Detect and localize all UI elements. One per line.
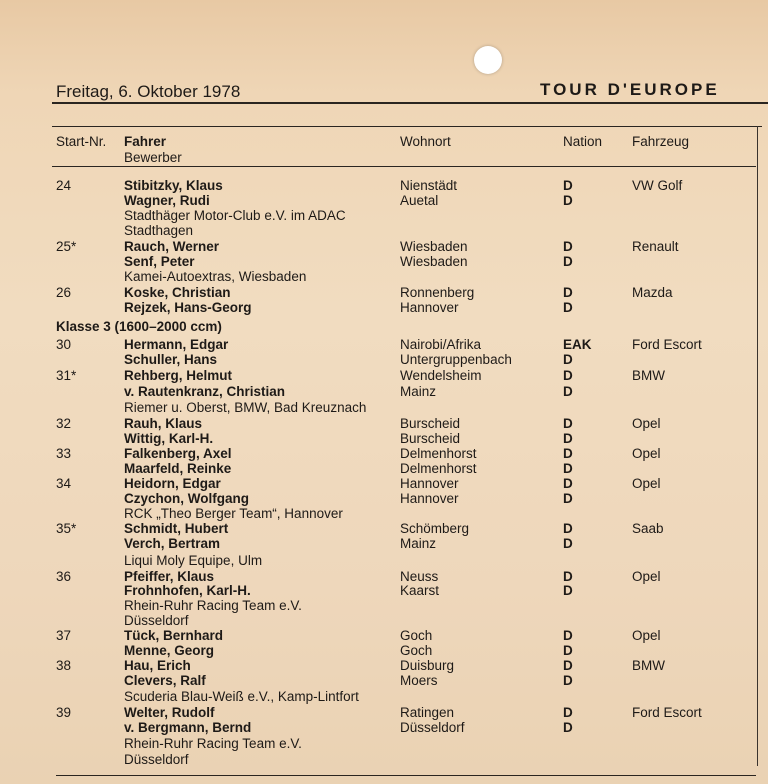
codriver-name: v. Rautenkranz, Christian	[124, 384, 286, 399]
vehicle: Saab	[632, 521, 664, 536]
page-date: Freitag, 6. Oktober 1978	[56, 82, 241, 101]
col-fahrzeug: Fahrzeug	[632, 134, 690, 149]
vehicle: Ford Escort	[632, 705, 702, 720]
driver-name: Welter, Rudolf	[124, 705, 215, 720]
residence: Ronnenberg	[400, 285, 475, 300]
start-number: 39	[56, 705, 72, 720]
vehicle: Ford Escort	[632, 337, 702, 352]
residence: Düsseldorf	[400, 720, 465, 735]
vehicle: Opel	[632, 476, 661, 491]
vehicle: BMW	[632, 368, 665, 383]
entry-row	[0, 193, 768, 208]
entrant: Kamei-Autoextras, Wiesbaden	[124, 269, 307, 284]
event-title: TOUR D'EUROPE	[540, 80, 720, 99]
vehicle: Opel	[632, 569, 661, 584]
residence: Hannover	[400, 476, 459, 491]
nation: D	[563, 446, 573, 461]
codriver-name: Czychon, Wolfgang	[124, 491, 249, 506]
residence: Moers	[400, 673, 438, 688]
start-number: 37	[56, 628, 72, 643]
nation: D	[563, 300, 573, 315]
driver-name: Rauch, Werner	[124, 239, 220, 254]
nation: D	[563, 476, 573, 491]
residence: Auetal	[400, 193, 439, 208]
entry-row	[0, 178, 768, 193]
col-start-nr: Start-Nr.	[56, 134, 107, 149]
entry-row	[0, 300, 768, 315]
nation: D	[563, 416, 573, 431]
codriver-name: Wittig, Karl-H.	[124, 431, 214, 446]
driver-name: Schmidt, Hubert	[124, 521, 229, 536]
residence: Nienstädt	[400, 178, 458, 193]
start-number: 25*	[56, 239, 77, 254]
nation: D	[563, 461, 573, 476]
entrant: Stadthagen	[124, 223, 194, 238]
driver-name: Hermann, Edgar	[124, 337, 229, 352]
residence: Hannover	[400, 491, 459, 506]
codriver-name: Verch, Bertram	[124, 536, 221, 551]
vehicle: VW Golf	[632, 178, 683, 193]
residence: Goch	[400, 628, 433, 643]
start-number: 38	[56, 658, 72, 673]
entrant: Rhein-Ruhr Racing Team e.V.	[124, 598, 302, 613]
entry-row	[0, 337, 768, 352]
entry-row	[0, 643, 768, 658]
entrant: Liqui Moly Equipe, Ulm	[124, 553, 263, 568]
residence: Wendelsheim	[400, 368, 482, 383]
col-nation: Nation	[563, 134, 603, 149]
entry-row	[0, 658, 768, 673]
nation: D	[563, 193, 573, 208]
nation: D	[563, 658, 573, 673]
start-number: 31*	[56, 368, 77, 383]
residence: Delmenhorst	[400, 461, 477, 476]
entry-row	[0, 352, 768, 367]
driver-name: Hau, Erich	[124, 658, 191, 673]
header-rule-top	[52, 102, 768, 104]
entry-row	[0, 431, 768, 446]
entrant: Düsseldorf	[124, 613, 189, 628]
start-number: 34	[56, 476, 72, 491]
residence: Wiesbaden	[400, 239, 468, 254]
driver-name: Tück, Bernhard	[124, 628, 224, 643]
driver-name: Falkenberg, Axel	[124, 446, 232, 461]
start-number: 33	[56, 446, 72, 461]
entry-row	[0, 416, 768, 431]
nation: EAK	[563, 337, 592, 352]
entry-row	[0, 446, 768, 461]
start-number: 26	[56, 285, 72, 300]
residence: Burscheid	[400, 431, 461, 446]
residence: Delmenhorst	[400, 446, 477, 461]
entry-row	[0, 569, 768, 584]
entrant: Rhein-Ruhr Racing Team e.V.	[124, 736, 302, 751]
residence: Untergruppenbach	[400, 352, 512, 367]
driver-name: Heidorn, Edgar	[124, 476, 221, 491]
nation: D	[563, 643, 573, 658]
residence: Burscheid	[400, 416, 461, 431]
nation: D	[563, 368, 573, 383]
entry-row	[0, 239, 768, 254]
vehicle: Renault	[632, 239, 679, 254]
start-number: 35*	[56, 521, 77, 536]
codriver-name: Clevers, Ralf	[124, 673, 206, 688]
codriver-name: Wagner, Rudi	[124, 193, 210, 208]
entrant: Stadthäger Motor-Club e.V. im ADAC	[124, 208, 346, 223]
driver-name: Koske, Christian	[124, 285, 231, 300]
nation: D	[563, 583, 573, 598]
nation: D	[563, 628, 573, 643]
entry-row	[0, 285, 768, 300]
entry-row	[0, 720, 768, 735]
entry-row	[0, 461, 768, 476]
codriver-name: v. Bergmann, Bernd	[124, 720, 252, 735]
entry-row	[0, 673, 768, 688]
entry-row	[0, 476, 768, 491]
entrant: Scuderia Blau-Weiß e.V., Kamp-Lintfort	[124, 689, 359, 704]
nation: D	[563, 521, 573, 536]
nation: D	[563, 569, 573, 584]
nation: D	[563, 352, 573, 367]
entrant: Düsseldorf	[124, 752, 189, 767]
residence: Neuss	[400, 569, 439, 584]
entry-row	[0, 384, 768, 399]
entry-row	[0, 254, 768, 269]
class-heading: Klasse 3 (1600–2000 ccm)	[56, 319, 222, 334]
footer-rule	[56, 775, 756, 776]
start-number: 24	[56, 178, 72, 193]
driver-name: Rauh, Klaus	[124, 416, 203, 431]
nation: D	[563, 285, 573, 300]
driver-name: Rehberg, Helmut	[124, 368, 233, 383]
residence: Mainz	[400, 384, 437, 399]
residence: Schömberg	[400, 521, 470, 536]
header-rule-second	[52, 126, 762, 127]
entry-row	[0, 628, 768, 643]
start-number: 32	[56, 416, 72, 431]
col-bewerber: Bewerber	[124, 150, 182, 165]
entrant: RCK „Theo Berger Team“, Hannover	[124, 506, 343, 521]
residence: Duisburg	[400, 658, 455, 673]
column-header-rule	[52, 166, 756, 167]
entry-row	[0, 583, 768, 598]
nation: D	[563, 431, 573, 446]
vehicle: BMW	[632, 658, 665, 673]
nation: D	[563, 491, 573, 506]
driver-name: Pfeiffer, Klaus	[124, 569, 215, 584]
vehicle: Mazda	[632, 285, 673, 300]
vehicle: Opel	[632, 416, 661, 431]
entry-row	[0, 705, 768, 720]
residence: Hannover	[400, 300, 459, 315]
entry-row	[0, 491, 768, 506]
nation: D	[563, 254, 573, 269]
entry-row	[0, 368, 768, 383]
nation: D	[563, 178, 573, 193]
nation: D	[563, 536, 573, 551]
nation: D	[563, 705, 573, 720]
residence: Wiesbaden	[400, 254, 468, 269]
residence: Kaarst	[400, 583, 440, 598]
codriver-name: Schuller, Hans	[124, 352, 218, 367]
vehicle: Opel	[632, 628, 661, 643]
entry-row	[0, 521, 768, 536]
residence: Mainz	[400, 536, 437, 551]
col-wohnort: Wohnort	[400, 134, 451, 149]
codriver-name: Frohnhofen, Karl-H.	[124, 583, 251, 598]
residence: Nairobi/Afrika	[400, 337, 482, 352]
entrant: Riemer u. Oberst, BMW, Bad Kreuznach	[124, 400, 367, 415]
residence: Goch	[400, 643, 433, 658]
residence: Ratingen	[400, 705, 455, 720]
entry-row	[0, 536, 768, 551]
start-number: 30	[56, 337, 72, 352]
codriver-name: Maarfeld, Reinke	[124, 461, 232, 476]
punch-hole	[474, 46, 502, 74]
codriver-name: Menne, Georg	[124, 643, 215, 658]
col-fahrer: Fahrer	[124, 134, 167, 149]
codriver-name: Senf, Peter	[124, 254, 195, 269]
nation: D	[563, 720, 573, 735]
vehicle: Opel	[632, 446, 661, 461]
codriver-name: Rejzek, Hans-Georg	[124, 300, 252, 315]
driver-name: Stibitzky, Klaus	[124, 178, 223, 193]
nation: D	[563, 239, 573, 254]
nation: D	[563, 673, 573, 688]
start-number: 36	[56, 569, 72, 584]
nation: D	[563, 384, 573, 399]
